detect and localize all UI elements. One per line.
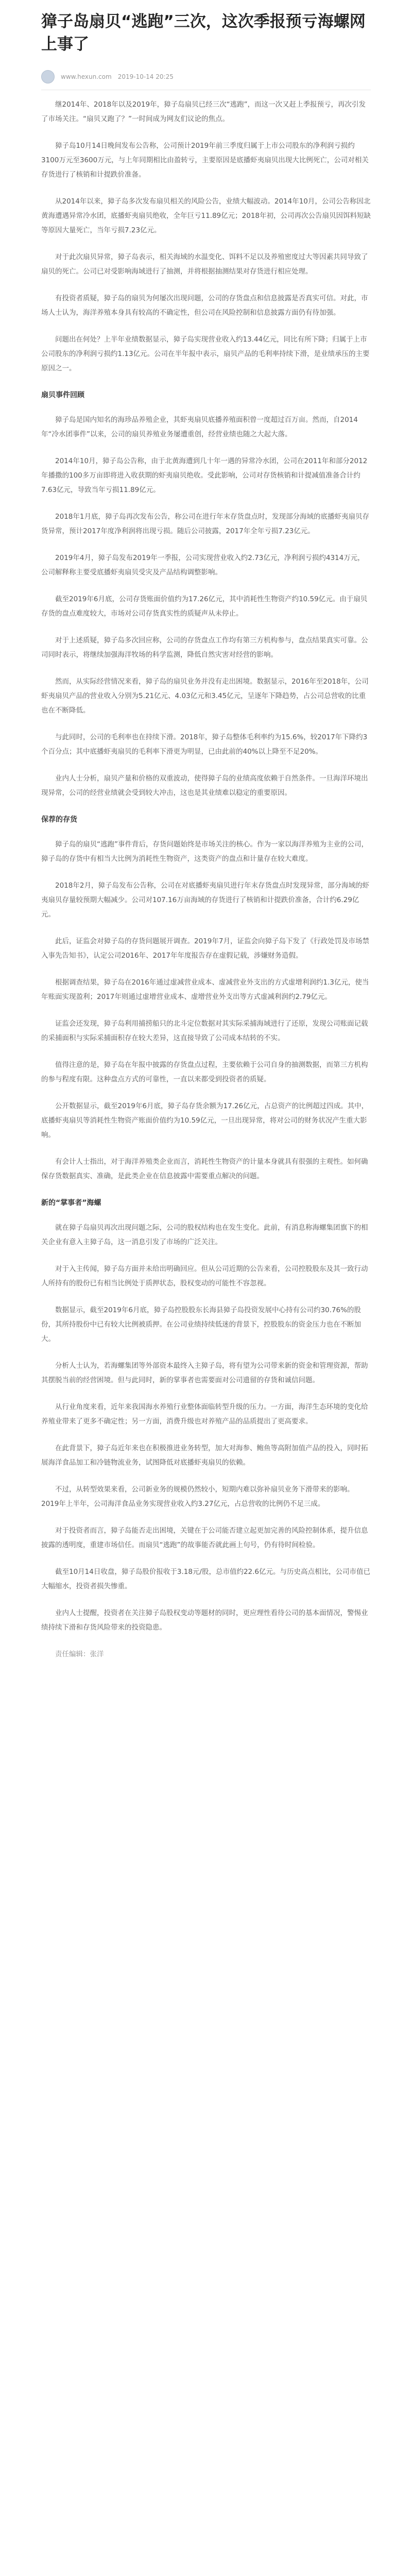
article-paragraph: 此后，证监会对獐子岛的存货问题展开调查。2019年7月，证监会向獐子岛下发了《行政处罚及市场禁入事先告知书》，认定公司2016年、2017年年度报告存在虚假记载，涉嫌财务造假。 — [41, 937, 369, 960]
article-paragraph: 与此同时，公司的毛利率也在持续下滑。2018年，獐子岛整体毛利率约为15.6%，较2017年下降约3个百分点；其中底播虾夷扇贝的毛利率下滑更为明显，已由此前的40%以上降至不足20%。 — [41, 733, 368, 756]
article-paragraph: 在此背景下，獐子岛近年来也在积极推进业务转型，加大对海参、鲍鱼等高附加值产品的投入，同时拓展海洋食品加工和冷链物流业务，试图降低对底播虾夷扇贝的依赖。 — [41, 1444, 368, 1467]
article-paragraph: 2018年2月，獐子岛发布公告称，公司在对底播虾夷扇贝进行年末存货盘点时发现异常，部分海域的虾夷扇贝存量较预期大幅减少。公司对107.16万亩海域的存货进行了核销和计提跌价准备，合计约6.29亿元。 — [41, 882, 369, 919]
section-heading: 新的“掌事者”海螺 — [41, 1199, 101, 1207]
article-paragraph: 就在獐子岛扇贝再次出现问题之际，公司的股权结构也在发生变化。此前，有消息称海螺集团旗下的相关企业有意入主獐子岛，这一消息引发了市场的广泛关注。 — [41, 1224, 368, 1246]
article-paragraph: 然而，从实际经营情况来看，獐子岛的扇贝业务并没有走出困境。数据显示，2016年至2018年，公司虾夷扇贝产品的营业收入分别为5.21亿元、4.03亿元和3.45亿元，呈逐年下降趋势，占公司总营收的比重也在不断降低。 — [41, 677, 369, 715]
article-paragraph: 根据调查结果，獐子岛在2016年通过虚减营业成本、虚减营业外支出的方式虚增利润约1.3亿元，使当年账面实现盈利；2017年则通过虚增营业成本、虚增营业外支出等方式虚减利润约2.79亿元。 — [41, 978, 369, 1001]
article-paragraph: 对于上述质疑，獐子岛多次回应称，公司的存货盘点工作均有第三方机构参与，盘点结果真实可靠。公司同时表示，将继续加强海洋牧场的科学监测，降低自然灾害对经营的影响。 — [41, 636, 368, 659]
article-date: 2019-10-14 20:25 — [117, 73, 174, 80]
section-heading: 扇贝事件回顾 — [41, 391, 84, 399]
article-paragraph: 值得注意的是，獐子岛在年报中披露的存货盘点过程，主要依赖于公司自身的抽测数据，而第三方机构的参与程度有限。这种盘点方式的可靠性，一直以来都受到投资者的质疑。 — [41, 1061, 368, 1083]
editor-credit: 责任编辑：张洋 — [55, 1650, 104, 1658]
article-paragraph: 业内人士分析，扇贝产量和价格的双重波动，使得獐子岛的业绩高度依赖于自然条件。一旦海洋环境出现异常，公司的经营业绩就会受到较大冲击，这也是其业绩难以稳定的重要原因。 — [41, 774, 368, 797]
article-paragraph: 对于入主传闻，獐子岛方面并未给出明确回应。但从公司近期的公告来看，公司控股股东及其一致行动人所持有的股份已有相当比例处于质押状态，股权变动的可能性不容忽视。 — [41, 1265, 368, 1287]
article-paragraph: 从行业角度来看，近年来我国海水养殖行业整体面临转型升级的压力。一方面，海洋生态环境的变化给养殖业带来了更多不确定性；另一方面，消费升级也对养殖产品的品质提出了更高要求。 — [41, 1403, 368, 1426]
article-paragraph: 对于此次扇贝异常，獐子岛表示，相关海域的水温变化、饵料不足以及养殖密度过大等因素共同导致了扇贝的死亡。公司已对受影响海域进行了抽测，并将根据抽测结果对存货进行相应处理。 — [41, 253, 368, 276]
article-paragraph: 截至10月14日收盘，獐子岛股价报收于3.18元/股，总市值约22.6亿元。与历史高点相比，公司市值已大幅缩水，投资者损失惨重。 — [41, 1568, 371, 1590]
article-paragraph: 证监会还发现，獐子岛利用捕捞船只的北斗定位数据对其实际采捕海域进行了还原，发现公司账面记载的采捕面积与实际采捕面积存在较大差异，这直接导致了公司成本结转的不实。 — [41, 1020, 368, 1042]
article-paragraph: 公开数据显示，截至2019年6月底，獐子岛存货余额为17.26亿元，占总资产的比例超过四成。其中，底播虾夷扇贝等消耗性生物资产账面价值约为10.59亿元，一旦出现异常，将对公司的财务状况产生重大影响。 — [41, 1102, 369, 1139]
article-paragraph: 对于投资者而言，獐子岛能否走出困境，关键在于公司能否建立起更加完善的风险控制体系，提升信息披露的透明度，重建市场信任。而扇贝“逃跑”的故事能否就此画上句号，仍有待时间检验。 — [41, 1527, 368, 1549]
article-body — [41, 97, 371, 1635]
article-paragraph: 分析人士认为，若海螺集团等外部资本最终入主獐子岛，将有望为公司带来新的资金和管理资源，帮助其摆脱当前的经营困境。但与此同时，新的掌事者也需要面对公司遗留的存货和诚信问题。 — [41, 1362, 368, 1384]
article-paragraph: 獐子岛是国内知名的海珍品养殖企业，其虾夷扇贝底播养殖面积曾一度超过百万亩。然而，自2014年“冷水团事件”以来，公司的扇贝养殖业务屡遭重创，经营业绩也随之大起大落。 — [41, 416, 358, 438]
article-paragraph: 2018年1月底，獐子岛再次发布公告，称公司在进行年末存货盘点时，发现部分海域的底播虾夷扇贝存货异常，预计2017年度净利润将出现亏损。随后公司披露，2017年全年亏损7.23亿元。 — [41, 513, 369, 535]
article-paragraph: 獐子岛10月14日晚间发布公告称，公司预计2019年前三季度归属于上市公司股东的净利润亏损约3100万元至3600万元，与上年同期相比由盈转亏，主要原因是底播虾夷扇贝出现大比例死亡，公司对相关存货进行了核销和计提跌价准备。 — [41, 142, 369, 179]
section-heading: 保荐的存货 — [41, 816, 77, 824]
article-meta — [41, 69, 371, 84]
article-paragraph: 2019年4月，獐子岛发布2019年一季报，公司实现营业收入约2.73亿元，净利润亏损约4314万元，公司解释称主要受底播虾夷扇贝受灾及产品结构调整影响。 — [41, 554, 365, 577]
article-paragraph: 有投资者质疑，獐子岛的扇贝为何屡次出现问题，公司的存货盘点和信息披露是否真实可信。对此，市场人士认为，海洋养殖本身具有较高的不确定性，但公司在风险控制和信息披露方面仍有待加强。 — [41, 294, 368, 317]
article-paragraph: 继2014年、2018年以及2019年，獐子岛扇贝已经三次“逃跑”，而这一次又赶上季报预亏，再次引发了市场关注。“扇贝又跑了？”一时间成为网友们议论的焦点。 — [41, 100, 366, 123]
article-paragraph: 问题出在何处？上半年业绩数据显示，獐子岛实现营业收入约13.44亿元，同比有所下降；归属于上市公司股东的净利润亏损约1.13亿元。公司在半年报中表示，扇贝产品的毛利率持续下滑，是业绩承压的主要原因之一。 — [41, 335, 370, 372]
article-paragraph: 有会计人士指出，对于海洋养殖类企业而言，消耗性生物资产的计量本身就具有很强的主观性。如何确保存货数据真实、准确，是此类企业在信息披露中需要重点解决的问题。 — [41, 1158, 368, 1180]
source-logo-icon — [41, 70, 55, 83]
article-paragraph: 数据显示，截至2019年6月底，獐子岛控股股东长海县獐子岛投资发展中心持有公司约30.76%的股份，其所持股份中已有较大比例被质押。在公司业绩持续低迷的背景下，控股股东的资金压力也在不断加大。 — [41, 1306, 361, 1343]
article-paragraph: 獐子岛的扇贝“逃跑”事件背后，存货问题始终是市场关注的核心。作为一家以海洋养殖为主业的公司，獐子岛的存货中有相当大比例为消耗性生物资产，这类资产的盘点和计量存在较大难度。 — [41, 840, 368, 863]
article-source[interactable]: www.hexun.com — [61, 73, 112, 80]
article-paragraph: 从2014年以来，獐子岛多次发布扇贝相关的风险公告，业绩大幅波动。2014年10月，公司公告称因北黄海遭遇异常冷水团，底播虾夷扇贝绝收，全年巨亏11.89亿元；2018年初，公司再次公告扇贝因饵料短缺等原因大量死亡，当年亏损7.23亿元。 — [41, 197, 371, 234]
article-paragraph: 业内人士提醒，投资者在关注獐子岛股权变动等题材的同时，更应理性看待公司的基本面情况，警惕业绩持续下滑和存货风险带来的投资隐患。 — [41, 1609, 368, 1632]
article-paragraph: 截至2019年6月底，公司存货账面价值约为17.26亿元，其中消耗性生物资产约10.59亿元。由于扇贝存货的盘点难度较大，市场对公司存货真实性的质疑声从未停止。 — [41, 595, 368, 618]
article-paragraph: 不过，从转型效果来看，公司新业务的规模仍然较小，短期内难以弥补扇贝业务下滑带来的影响。2019年上半年，公司海洋食品业务实现营业收入约3.27亿元，占总营收的比例仍不足三成。 — [41, 1485, 354, 1508]
article-paragraph: 2014年10月，獐子岛公告称，由于北黄海遭到几十年一遇的异常冷水团，公司在2011年和部分2012年播撒的100多万亩即将进入收获期的虾夷扇贝绝收。受此影响，公司对存货核销和计提减值准备合计约7.63亿元，导致当年亏损11.89亿元。 — [41, 457, 368, 494]
article-title: 獐子岛扇贝“逃跑”三次，这次季报预亏海螺网上事了 — [41, 12, 366, 54]
